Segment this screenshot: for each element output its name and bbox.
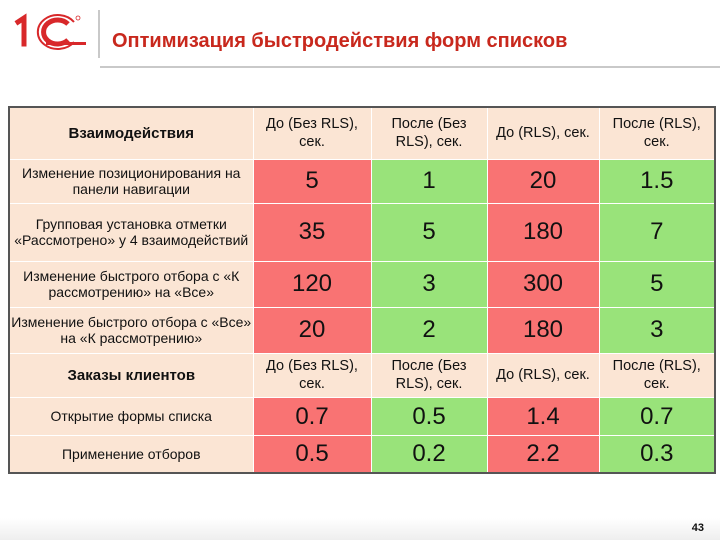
section-heading: Заказы клиентов: [9, 353, 253, 397]
value-cell: 20: [253, 307, 371, 353]
section-heading: Взаимодействия: [9, 107, 253, 159]
value-cell: 2: [371, 307, 487, 353]
section-header-row: [9, 107, 715, 159]
value-cell: 20: [487, 159, 599, 203]
row-label: Изменение позиционирования на панели навигации: [9, 159, 253, 203]
value-cell: 0.5: [253, 435, 371, 473]
row-label: Изменение быстрого отбора с «К рассмотрению» на «Все»: [9, 261, 253, 307]
header-divider: [98, 10, 100, 58]
section-header-row: [9, 353, 715, 397]
value-cell: 0.7: [253, 397, 371, 435]
value-cell: 1.5: [599, 159, 715, 203]
table-row: [9, 397, 715, 435]
value-cell: 0.5: [371, 397, 487, 435]
value-cell: 7: [599, 203, 715, 261]
value-cell: 5: [253, 159, 371, 203]
1c-logo: [10, 8, 90, 56]
value-cell: 3: [599, 307, 715, 353]
value-cell: 0.3: [599, 435, 715, 473]
value-cell: 3: [371, 261, 487, 307]
column-header: До (Без RLS), сек.: [253, 107, 371, 159]
value-cell: 1.4: [487, 397, 599, 435]
row-label: Групповая установка отметки «Рассмотрено» у 4 взаимодействий: [9, 203, 253, 261]
value-cell: 35: [253, 203, 371, 261]
title-underline: [100, 66, 720, 68]
row-label: Изменение быстрого отбора с «Все» на «К рассмотрению»: [9, 307, 253, 353]
table-row: [9, 261, 715, 307]
column-header: После (RLS), сек.: [599, 107, 715, 159]
table-row: [9, 159, 715, 203]
column-header: До (RLS), сек.: [487, 353, 599, 397]
table-row: [9, 307, 715, 353]
value-cell: 1: [371, 159, 487, 203]
row-label: Применение отборов: [9, 435, 253, 473]
column-header: После (RLS), сек.: [599, 353, 715, 397]
footer-band: [0, 518, 720, 540]
value-cell: 120: [253, 261, 371, 307]
value-cell: 5: [599, 261, 715, 307]
column-header: До (Без RLS), сек.: [253, 353, 371, 397]
column-header: После (Без RLS), сек.: [371, 107, 487, 159]
page-number: 43: [691, 522, 704, 534]
page-title: Оптимизация быстродействия форм списков: [112, 30, 568, 52]
value-cell: 180: [487, 307, 599, 353]
value-cell: 0.2: [371, 435, 487, 473]
performance-table: [8, 106, 716, 474]
value-cell: 2.2: [487, 435, 599, 473]
value-cell: 0.7: [599, 397, 715, 435]
value-cell: 5: [371, 203, 487, 261]
column-header: После (Без RLS), сек.: [371, 353, 487, 397]
value-cell: 180: [487, 203, 599, 261]
table-row: [9, 435, 715, 473]
column-header: До (RLS), сек.: [487, 107, 599, 159]
row-label: Открытие формы списка: [9, 397, 253, 435]
value-cell: 300: [487, 261, 599, 307]
table-row: [9, 203, 715, 261]
